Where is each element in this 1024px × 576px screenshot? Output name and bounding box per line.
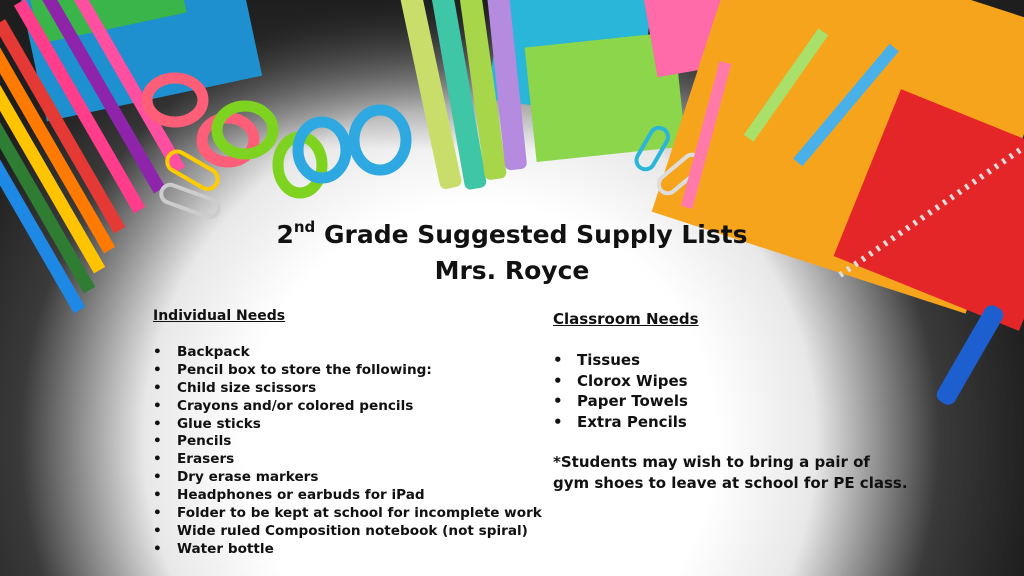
bullet-icon: • xyxy=(153,415,162,432)
list-item xyxy=(153,344,542,362)
list-item xyxy=(153,433,542,451)
list-item-text: Backpack xyxy=(177,344,250,360)
list-item-text: Glue sticks xyxy=(177,415,261,432)
bullet-icon: • xyxy=(553,392,563,411)
bullet-icon: • xyxy=(153,540,162,557)
bullet-icon: • xyxy=(153,522,162,539)
list-item-text: Pencils xyxy=(177,433,232,450)
bullet-icon: • xyxy=(153,487,162,504)
list-item-text: Tissues xyxy=(577,351,641,369)
teacher-name: Mrs. Royce xyxy=(434,256,590,285)
classroom-needs-list xyxy=(553,350,688,432)
bullet-icon: • xyxy=(153,361,162,378)
individual-needs-heading: Individual Needs xyxy=(153,308,286,324)
list-item-text: Paper Towels xyxy=(577,392,688,411)
bullet-icon: • xyxy=(153,397,162,414)
list-item-text: Clorox Wipes xyxy=(577,371,688,390)
bullet-icon: • xyxy=(153,469,162,486)
list-item xyxy=(153,505,542,523)
list-item xyxy=(153,469,542,487)
list-item-text: Dry erase markers xyxy=(177,469,319,486)
list-item xyxy=(153,451,542,469)
list-item xyxy=(153,487,542,505)
gym-shoes-note xyxy=(553,452,953,494)
title-number: 2 xyxy=(276,220,294,249)
list-item xyxy=(153,522,542,541)
note-line: *Students may wish to bring a pair of xyxy=(553,453,870,471)
bullet-icon: • xyxy=(153,505,162,522)
list-item xyxy=(153,379,542,398)
list-item-text: Extra Pencils xyxy=(577,412,687,431)
list-item xyxy=(553,350,688,371)
bullet-icon: • xyxy=(153,344,162,360)
bullet-icon: • xyxy=(553,351,563,369)
list-item xyxy=(153,361,542,380)
list-item-text: Wide ruled Composition notebook (not spiral) xyxy=(177,522,528,539)
list-item-text: Pencil box to store the following: xyxy=(177,361,432,378)
title-ordinal: nd xyxy=(293,218,316,236)
list-item xyxy=(153,415,542,434)
bullet-icon: • xyxy=(153,451,162,468)
list-item-text: Erasers xyxy=(177,451,235,468)
list-item xyxy=(553,371,688,392)
title-text: Grade Suggested Supply Lists xyxy=(315,220,748,249)
list-item-text: Child size scissors xyxy=(177,379,317,396)
slide-title xyxy=(0,218,1024,249)
bullet-icon: • xyxy=(553,412,563,431)
list-item xyxy=(553,391,688,412)
list-item-text: Water bottle xyxy=(177,540,274,557)
bullet-icon: • xyxy=(153,433,162,450)
list-item-text: Crayons and/or colored pencils xyxy=(177,397,414,414)
list-item xyxy=(553,412,688,433)
bullet-icon: • xyxy=(153,379,162,396)
list-item xyxy=(153,540,542,559)
list-item xyxy=(153,397,542,416)
bullet-icon: • xyxy=(553,371,563,390)
individual-needs-list xyxy=(153,344,542,559)
list-item-text: Folder to be kept at school for incomplete work xyxy=(177,505,542,522)
note-line: gym shoes to leave at school for PE class. xyxy=(553,474,908,492)
classroom-needs-heading: Classroom Needs xyxy=(553,310,699,328)
list-item-text: Headphones or earbuds for iPad xyxy=(177,487,425,504)
